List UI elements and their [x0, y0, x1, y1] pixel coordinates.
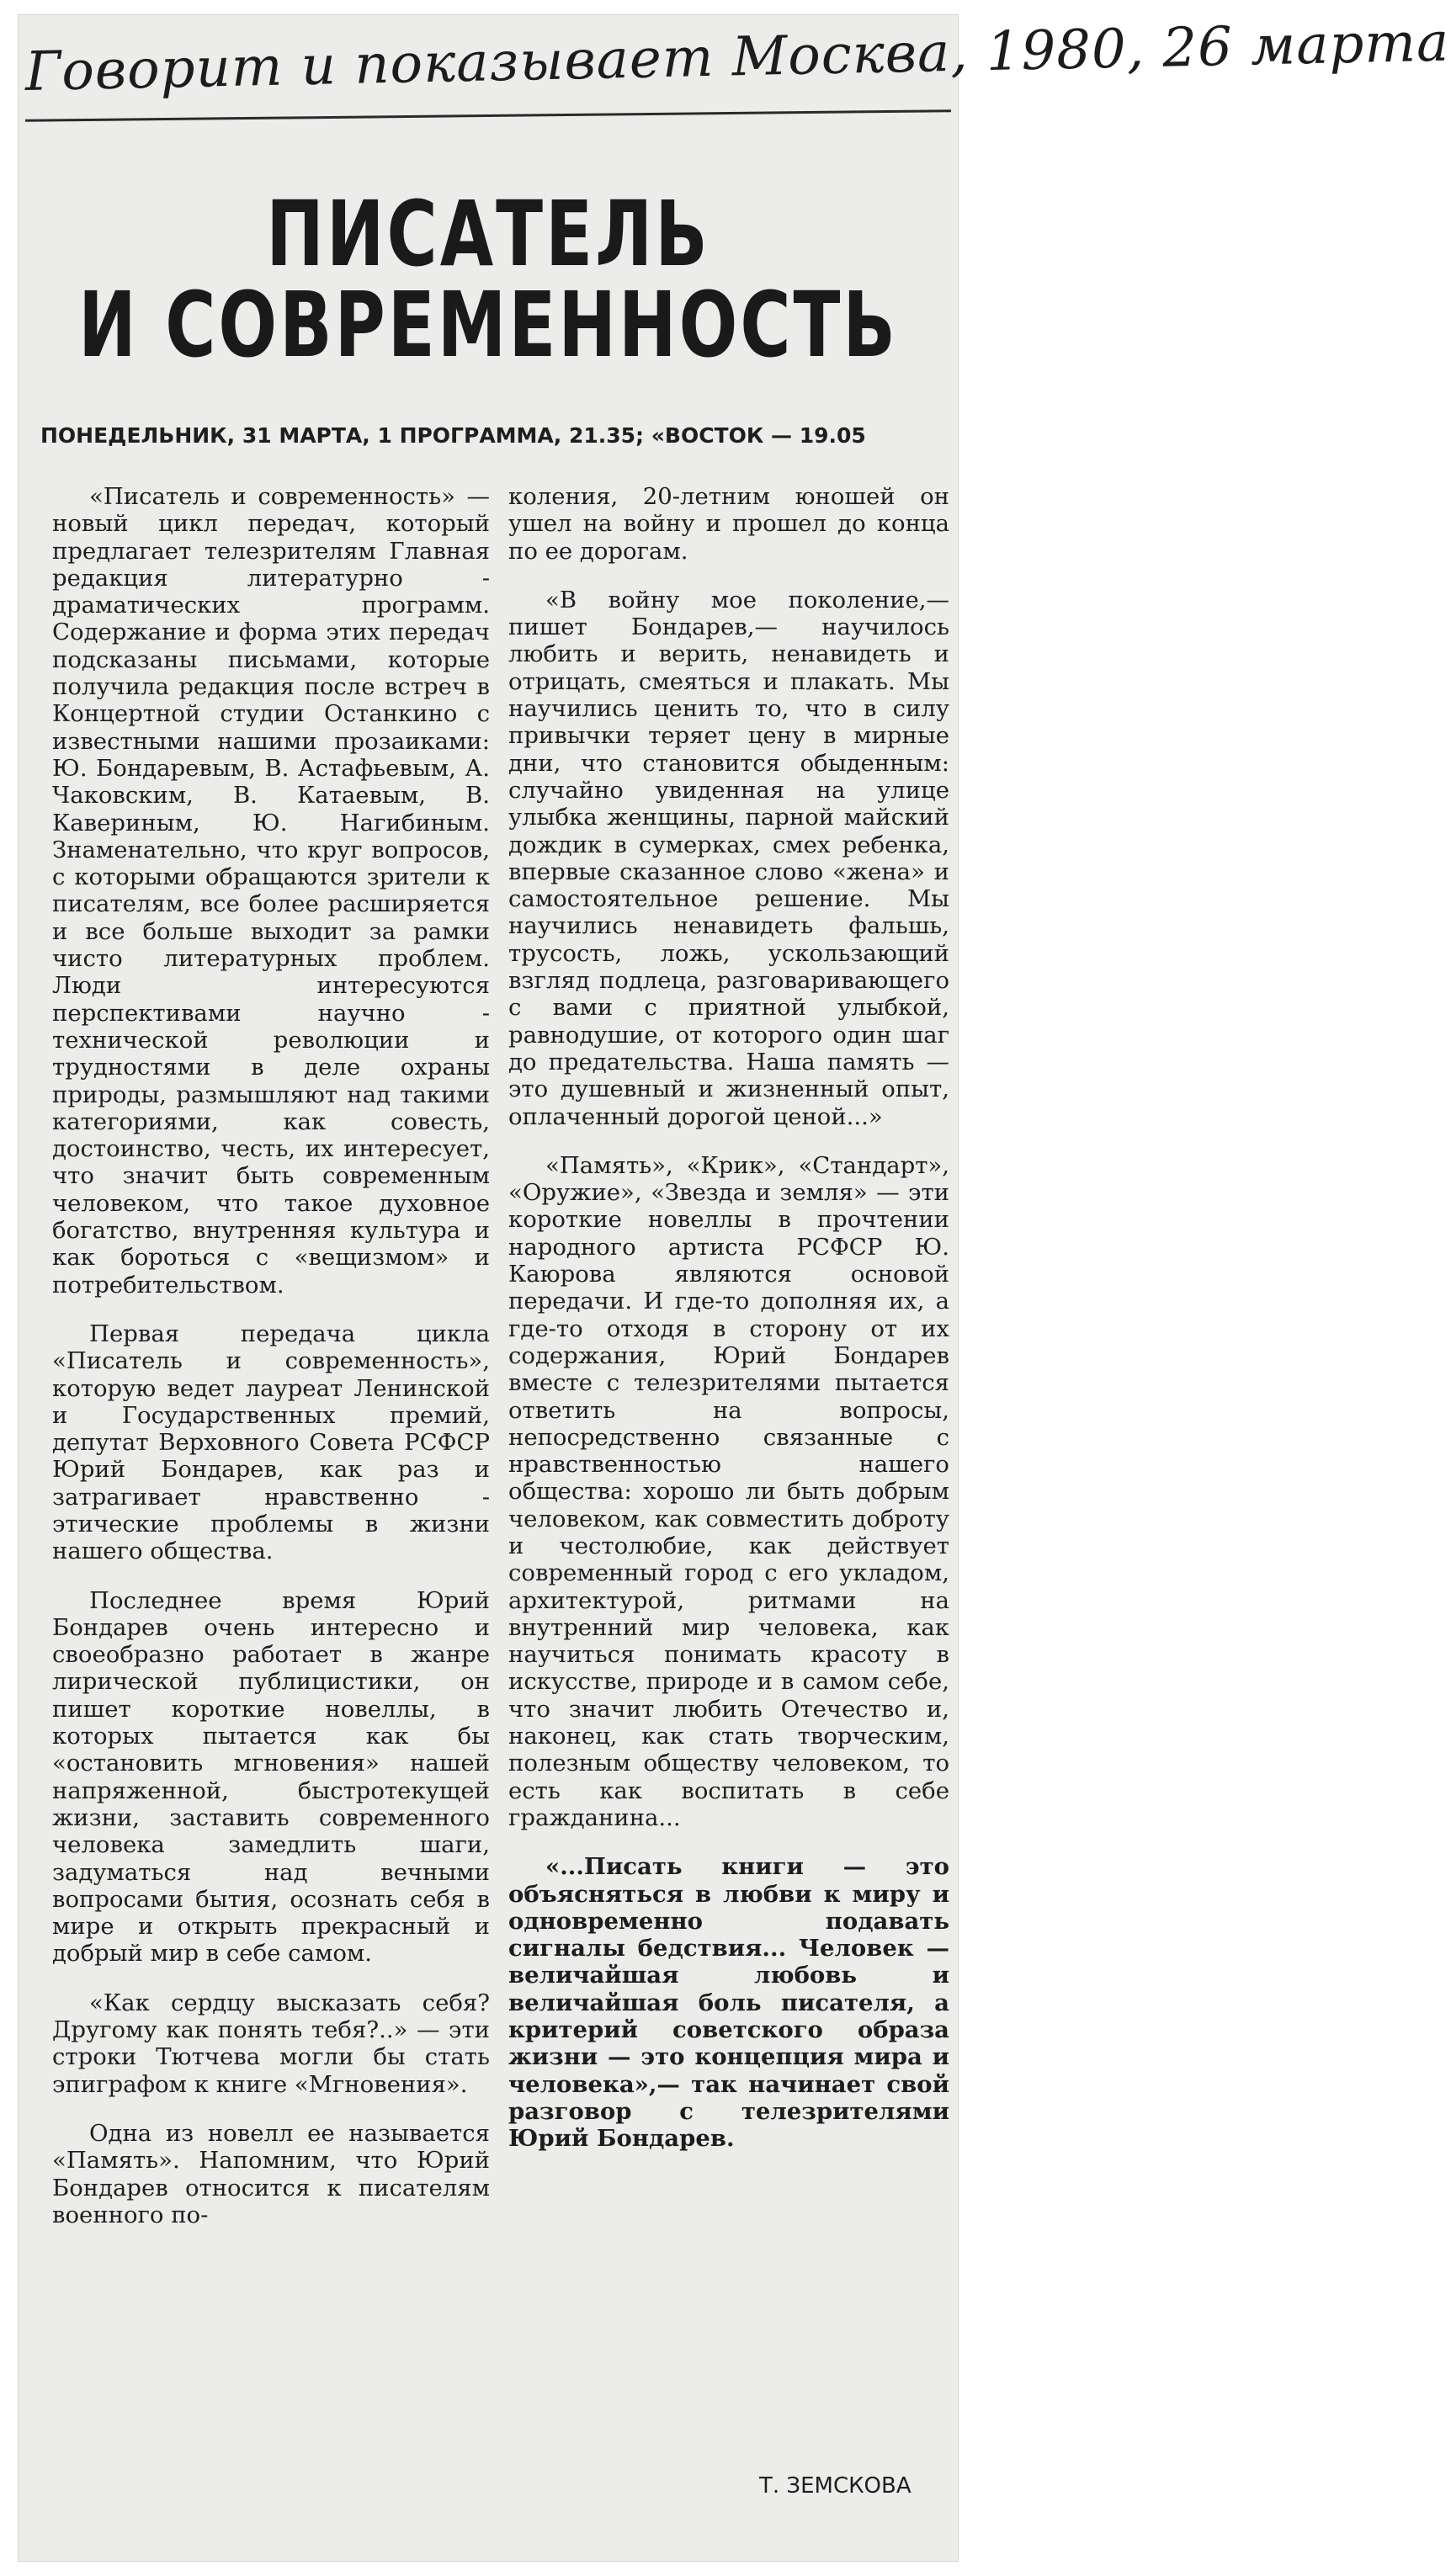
- article-column-left: [52, 483, 490, 2250]
- newspaper-clipping: [19, 11, 1450, 2561]
- closing-quote-paragraph: «...Писать книги — это объясняться в любви к миру и одновременно подавать сигналы бедствия... Человек — величайшая любовь и величайшая боль писателя, а критерий советского образа жизни — это концепция мира и человека»,— так начинает свой разговор с телезрителями Юрий Бондарев.: [508, 1853, 949, 2153]
- paragraph: «Писатель и современность» — новый цикл передач, который предлагает телезрителям Главная редакция литературно - драматических программ. Содержание и форма этих передач подсказаны письмами, которые получила редакция после встреч в Концертной студии Останкино с известными нашими прозаиками: Ю. Бондаревым, В. Астафьевым, А. Чаковским, В. Катаевым, В. Кавериным, Ю. Нагибиным. Знаменательно, что круг вопросов, с которыми обращаются зрители к писателям, все более расширяется и все больше выходит за рамки чисто литературных проблем. Люди интересуются перспективами научно - технической революции и трудностями в деле охраны природы, размышляют над такими категориями, как совесть, достоинство, честь, их интересует, что значит быть современным человеком, что такое духовное богатство, внутренняя культура и как бороться с «вещизмом» и потребительством.: [52, 483, 490, 1299]
- paragraph: «В войну мое поколение,— пишет Бондарев,— научилось любить и верить, ненавидеть и отрицать, смеяться и плакать. Мы научились ценить то, что в силу привычки теряет цену в мирные дни, что становится обыденным: случайно увиденная на улице улыбка женщины, парной майский дождик в сумерках, смех ребенка, впервые сказанное слово «жена» и самостоятельное решение. Мы научились ненавидеть фальшь, трусость, ложь, ускользающий взгляд подлеца, разговаривающего с вами с приятной улыбкой, равнодушие, от которого один шаг до предательства. Наша память — это душевный и жизненный опыт, оплаченный дорогой ценой...»: [508, 586, 949, 1130]
- headline-line-2: И СОВРЕМЕННОСТЬ: [78, 274, 898, 379]
- author-byline: Т. ЗЕМСКОВА: [759, 2473, 912, 2499]
- paragraph: коления, 20-летним юношей он ушел на войну и прошел до конца по ее дорогам.: [508, 483, 949, 565]
- paragraph: «Как сердцу высказать себя? Другому как понять тебя?..» — эти строки Тютчева могли бы стать эпиграфом к книге «Мгновения».: [52, 1989, 490, 2098]
- headline-line-1: ПИСАТЕЛЬ: [266, 183, 710, 288]
- paragraph: Первая передача цикла «Писатель и современность», которую ведет лауреат Ленинской и Государственных премий, депутат Верховного Совета РСФСР Юрий Бондарев, как раз и затрагивает нравственно - этические проблемы в жизни нашего общества.: [52, 1320, 490, 1565]
- article-column-right: [508, 483, 949, 2153]
- handwritten-source-note: Говорит и показывает Москва, 1980, 26 марта: [24, 11, 1450, 104]
- paragraph: Последнее время Юрий Бондарев очень интересно и своеобразно работает в жанре лирической публицистики, он пишет короткие новеллы, в которых пытается как бы «остановить мгновения» нашей напряженной, быстротекущей жизни, заставить современного человека замедлить шаги, задуматься над вечными вопросами бытия, осознать себя в мире и открыть прекрасный и добрый мир в себе самом.: [52, 1586, 490, 1968]
- paragraph: Одна из новелл ее называется «Память». Напомним, что Юрий Бондарев относится к писателям военного по-: [52, 2119, 490, 2228]
- broadcast-schedule: ПОНЕДЕЛЬНИК, 31 МАРТА, 1 ПРОГРАММА, 21.35; «ВОСТОК — 19.05: [40, 423, 866, 448]
- paragraph: «Память», «Крик», «Стандарт», «Оружие», «Звезда и земля» — эти короткие новеллы в прочтении народного артиста РСФСР Ю. Каюрова являются основой передачи. И где-то дополняя их, а где-то отходя в сторону от их содержания, Юрий Бондарев вместе с телезрителями пытается ответить на вопросы, непосредственно связанные с нравственностью нашего общества: хорошо ли быть добрым человеком, как совместить доброту и честолюбие, как действует современный город с его укладом, архитектурой, ритмами на внутренний мир человека, как научиться понимать красоту в искусстве, природе и в самом себе, что значит любить Отечество и, наконец, как стать творческим, полезным обществу человеком, то есть как воспитать в себе гражданина...: [508, 1151, 949, 1831]
